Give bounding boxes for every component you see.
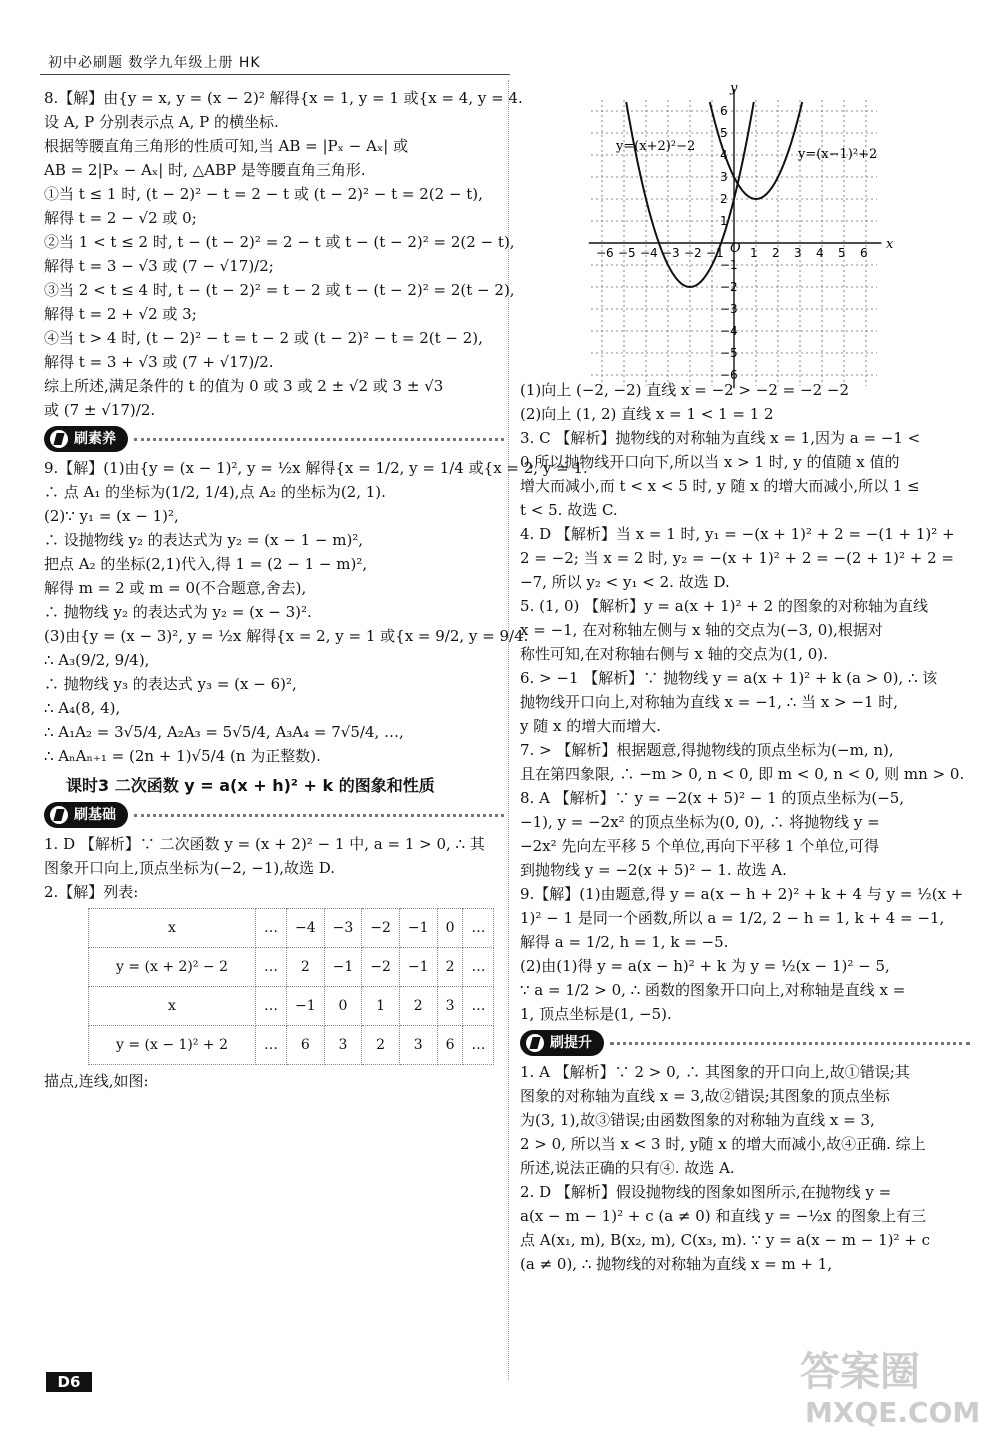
table-cell: … [463, 1026, 494, 1065]
x-tick-label: 1 [750, 246, 758, 260]
answer-line: 1)² − 1 是同一个函数,所以 a = 1/2, 2 − h = 1, k + 4 = −1, [520, 909, 945, 927]
solution-line: ①当 t ≤ 1 时, (t − 2)² − t = 2 − t 或 (t − 2)² − t = 2(2 − t), [44, 185, 483, 203]
basic-answers-block [44, 832, 504, 904]
table-cell: x [89, 987, 256, 1026]
x-tick-label: 5 [838, 246, 846, 260]
solution-line: 综上所述,满足条件的 t 的值为 0 或 3 或 2 ± √2 或 3 ± √3 [44, 377, 444, 395]
answer-line: (2)由(1)得 y = a(x − h)² + k 为 y = ½(x − 1)² − 5, [520, 957, 890, 975]
table-cell: 6 [437, 1026, 463, 1065]
solution-line: ∴ A₁A₂ = 3√5/4, A₂A₃ = 5√5/4, A₃A₄ = 7√5/4, …, [44, 723, 404, 741]
answer-line: 图象的对称轴为直线 x = 3,故②错误;其图象的顶点坐标 [520, 1087, 890, 1105]
y-tick-label: −2 [720, 280, 738, 294]
answer-line: 2.【解】列表: [44, 883, 139, 901]
answer-line: −2x² 先向左平移 5 个单位,再向下平移 1 个单位,可得 [520, 837, 880, 855]
solution-line: 解得 t = 3 + √3 或 (7 + √17)/2. [44, 353, 274, 371]
solution-line: 根据等腰直角三角形的性质可知,当 AB = |Pₓ − Aₓ| 或 [44, 137, 409, 155]
answer-line: y 随 x 的增大而增大. [520, 717, 662, 735]
table-cell: −2 [362, 948, 400, 987]
x-tick-label: −3 [662, 246, 680, 260]
table-cell: −1 [324, 948, 362, 987]
table-cell: … [256, 909, 287, 948]
watermark-url: MXQE.COM [805, 1396, 981, 1429]
x-tick-label: −6 [596, 246, 614, 260]
solution-line: (3)由{y = (x − 3)², y = ½x 解得{x = 2, y = 1 或{x = 9/2, y = 9/4. [44, 627, 529, 645]
solution-line: ∴ A₄(8, 4), [44, 699, 121, 717]
section-banner-tisheng [520, 1030, 970, 1056]
section-banner-jichu [44, 802, 504, 828]
solution-line: ∴ AₙAₙ₊₁ = (2n + 1)√5/4 (n 为正整数). [44, 747, 321, 765]
answer-line: 且在第四象限, ∴ −m > 0, n < 0, 即 m < 0, n < 0, 则 mn > 0. [520, 765, 965, 783]
table-cell: −4 [287, 909, 325, 948]
origin-label: O [730, 241, 741, 256]
answer-line: 解得 a = 1/2, h = 1, k = −5. [520, 933, 729, 951]
x-tick-label: 3 [794, 246, 802, 260]
banner-dotted-rule [134, 438, 504, 441]
table-cell: y = (x − 1)² + 2 [89, 1026, 256, 1065]
table-cell: −3 [324, 909, 362, 948]
answer-line: −7, 所以 y₂ < y₁ < 2. 故选 D. [520, 573, 730, 591]
solution-line: ∴ A₃(9/2, 9/4), [44, 651, 150, 669]
answer-line: 点 A(x₁, m), B(x₂, m), C(x₃, m). ∵ y = a(x − m − 1)² + c [520, 1231, 931, 1249]
table-cell: … [463, 987, 494, 1026]
table-row [89, 1026, 494, 1065]
table-cell: 3 [399, 1026, 437, 1065]
right-column [520, 378, 970, 1276]
y-tick-label: 4 [720, 148, 728, 162]
curve-label-left: y=(x+2)²−2 [616, 139, 696, 154]
table-cell: 3 [324, 1026, 362, 1065]
table-cell: y = (x + 2)² − 2 [89, 948, 256, 987]
answer-line: ∵ a = 1/2 > 0, ∴ 函数的图象开口向上,对称轴是直线 x = [520, 981, 906, 999]
answer-line: 1. D 【解析】∵ 二次函数 y = (x + 2)² − 1 中, a = 1 > 0, ∴ 其 [44, 835, 485, 853]
solution-line: 8.【解】由{y = x, y = (x − 2)² 解得{x = 1, y = 1 或{x = 4, y = 4. [44, 89, 523, 107]
answer-line: 5. (1, 0) 【解析】y = a(x + 1)² + 2 的图象的对称轴为直线 [520, 597, 928, 615]
table-cell: 0 [324, 987, 362, 1026]
y-tick-label: 2 [720, 192, 728, 206]
solution-line: ④当 t > 4 时, (t − 2)² − t = t − 2 或 (t − 2)² − t = 2(t − 2), [44, 329, 483, 347]
pen-icon [50, 430, 68, 448]
table-cell: x [89, 909, 256, 948]
advanced-answers-block [520, 1060, 970, 1276]
x-axis-label: x [886, 237, 894, 252]
answer-line: 为(3, 1),故③错误;由函数图象的对称轴为直线 x = 3, [520, 1111, 875, 1129]
y-tick-label: 3 [720, 170, 728, 184]
answer-line: t < 5. 故选 C. [520, 501, 618, 519]
table-cell: 2 [437, 948, 463, 987]
watermark-logo: 答案圈 [800, 1349, 920, 1395]
answer-line: (2)向上 (1, 2) 直线 x = 1 < 1 = 1 2 [520, 405, 774, 423]
page-header: 初中必刷题 数学九年级上册 HK [48, 55, 261, 71]
column-separator [508, 80, 509, 1380]
parabola-graph [596, 80, 896, 382]
answer-line: −1), y = −2x² 的顶点坐标为(0, 0), ∴ 将抛物线 y = [520, 813, 880, 831]
solution-line: 把点 A₂ 的坐标(2,1)代入,得 1 = (2 − 1 − m)², [44, 555, 368, 573]
solution-line: 解得 t = 3 − √3 或 (7 − √17)/2; [44, 257, 274, 275]
solution-line: ③当 2 < t ≤ 4 时, t − (t − 2)² = t − 2 或 t − (t − 2)² = 2(t − 2), [44, 281, 515, 299]
solution-line: 解得 m = 2 或 m = 0(不合题意,舍去), [44, 579, 307, 597]
y-tick-label: −3 [720, 302, 738, 316]
solution-line: 解得 t = 2 + √2 或 3; [44, 305, 197, 323]
y-tick-label: −5 [720, 346, 738, 360]
pen-icon [526, 1034, 544, 1052]
solution-line: 9.【解】(1)由{y = (x − 1)², y = ½x 解得{x = 1/2, y = 1/4 或{x = 2, y = 1. [44, 459, 588, 477]
x-tick-label: −4 [640, 246, 658, 260]
solution-line: ∴ 点 A₁ 的坐标为(1/2, 1/4),点 A₂ 的坐标为(2, 1). [44, 483, 386, 501]
solution-line: (2)∵ y₁ = (x − 1)², [44, 507, 179, 525]
solution-line: AB = 2|Pₓ − Aₓ| 时, △ABP 是等腰直角三角形. [44, 161, 366, 179]
table-cell: −2 [362, 909, 400, 948]
x-tick-label: −1 [706, 246, 724, 260]
answer-line: 8. A 【解析】∵ y = −2(x + 5)² − 1 的顶点坐标为(−5, [520, 789, 905, 807]
x-tick-label: 4 [816, 246, 824, 260]
table-cell: −1 [399, 948, 437, 987]
table-cell: … [463, 909, 494, 948]
banner-label: 刷基础 [74, 807, 116, 823]
y-tick-label: −1 [720, 258, 738, 272]
table-cell: −1 [287, 987, 325, 1026]
header-rule [40, 74, 510, 75]
x-tick-label: −5 [618, 246, 636, 260]
table-cell: 0 [437, 909, 463, 948]
answer-line: 到抛物线 y = −2(x + 5)² − 1. 故选 A. [520, 861, 787, 879]
x-tick-label: 2 [772, 246, 780, 260]
table-row [89, 948, 494, 987]
solution-line: 或 (7 ± √17)/2. [44, 401, 156, 419]
solution-8-block [44, 86, 523, 422]
answer-line: 2 = −2; 当 x = 2 时, y₂ = −(x + 1)² + 2 = −(2 + 1)² + 2 = [520, 549, 954, 567]
x-tick-label: 6 [860, 246, 868, 260]
answer-line: 1. A 【解析】∵ 2 > 0, ∴ 其图象的开口向上,故①错误;其 [520, 1063, 910, 1081]
answer-line: 2. D 【解析】假设抛物线的图象如图所示,在抛物线 y = [520, 1183, 892, 1201]
answer-line: 称性可知,在对称轴右侧与 x 轴的交点为(1, 0). [520, 645, 828, 663]
table-cell: … [256, 948, 287, 987]
section-banner-suyang [44, 426, 504, 452]
solution-line: ②当 1 < t ≤ 2 时, t − (t − 2)² = 2 − t 或 t − (t − 2)² = 2(2 − t), [44, 233, 515, 251]
answer-line: a(x − m − 1)² + c (a ≠ 0) 和直线 y = −½x 的图象上有三 [520, 1207, 927, 1225]
answer-line: 所述,说法正确的只有④. 故选 A. [520, 1159, 735, 1177]
answer-line: 0,所以抛物线开口向下,所以当 x > 1 时, y 的值随 x 值的 [520, 453, 900, 471]
answers-block [520, 378, 970, 1026]
table-cell: … [463, 948, 494, 987]
y-tick-label: −4 [720, 324, 738, 338]
y-tick-label: −6 [720, 368, 738, 382]
lesson-title: 课时3 二次函数 y = a(x + h)² + k 的图象和性质 [66, 776, 435, 795]
answer-line: 6. > −1 【解析】∵ 抛物线 y = a(x + 1)² + k (a > 0), ∴ 该 [520, 669, 938, 687]
y-tick-label: 1 [720, 214, 728, 228]
answer-line: (a ≠ 0), ∴ 抛物线的对称轴为直线 x = m + 1, [520, 1255, 833, 1273]
curve-label-right: y=(x−1)²+2 [798, 147, 878, 162]
banner-label: 刷素养 [74, 431, 116, 447]
solution-line: 设 A, P 分别表示点 A, P 的横坐标. [44, 113, 279, 131]
answer-line: 9.【解】(1)由题意,得 y = a(x − h + 2)² + k + 4 与 y = ½(x + [520, 885, 964, 903]
answer-line: 4. D 【解析】当 x = 1 时, y₁ = −(x + 1)² + 2 = −(1 + 1)² + [520, 525, 955, 543]
y-tick-label: 6 [720, 104, 728, 118]
plot-instruction: 描点,连线,如图: [44, 1072, 149, 1090]
y-tick-label: 5 [720, 126, 728, 140]
answer-line: (1)向上 (−2, −2) 直线 x = −2 > −2 = −2 −2 [520, 381, 850, 399]
y-axis-label: y [730, 81, 738, 96]
banner-dotted-rule [134, 814, 504, 817]
table-cell: … [256, 987, 287, 1026]
answer-line: 2 > 0, 所以当 x < 3 时, y随 x 的增大而减小,故④正确. 综上 [520, 1135, 926, 1153]
banner-dotted-rule [610, 1042, 970, 1045]
solution-line: ∴ 抛物线 y₃ 的表达式 y₃ = (x − 6)², [44, 675, 297, 693]
answer-line: 1, 顶点坐标是(1, −5). [520, 1005, 672, 1023]
table-cell: 2 [287, 948, 325, 987]
page-number: D6 [46, 1372, 92, 1392]
answer-line: 抛物线开口向上,对称轴为直线 x = −1, ∴ 当 x > −1 时, [520, 693, 899, 711]
pen-icon [50, 806, 68, 824]
table-cell: 2 [399, 987, 437, 1026]
answer-line: 图象开口向上,顶点坐标为(−2, −1),故选 D. [44, 859, 336, 877]
solution-line: ∴ 抛物线 y₂ 的表达式为 y₂ = (x − 3)². [44, 603, 312, 621]
value-table [88, 908, 494, 1065]
x-tick-label: −2 [684, 246, 702, 260]
table-cell: … [256, 1026, 287, 1065]
table-cell: 1 [362, 987, 400, 1026]
solution-line: 解得 t = 2 − √2 或 0; [44, 209, 197, 227]
table-cell: 6 [287, 1026, 325, 1065]
table-cell: 2 [362, 1026, 400, 1065]
answer-line: 7. > 【解析】根据题意,得抛物线的顶点坐标为(−m, n), [520, 741, 894, 759]
answer-line: 3. C 【解析】抛物线的对称轴为直线 x = 1,因为 a = −1 < [520, 429, 921, 447]
table-cell: 3 [437, 987, 463, 1026]
answer-line: x = −1, 在对称轴左侧与 x 轴的交点为(−3, 0),根据对 [520, 621, 883, 639]
table-cell: −1 [399, 909, 437, 948]
banner-label: 刷提升 [550, 1035, 592, 1051]
table-row [89, 909, 494, 948]
answer-line: 增大而减小,而 t < x < 5 时, y 随 x 的增大而减小,所以 1 ≤ [520, 477, 920, 495]
table-row [89, 987, 494, 1026]
solution-line: ∴ 设抛物线 y₂ 的表达式为 y₂ = (x − 1 − m)², [44, 531, 364, 549]
